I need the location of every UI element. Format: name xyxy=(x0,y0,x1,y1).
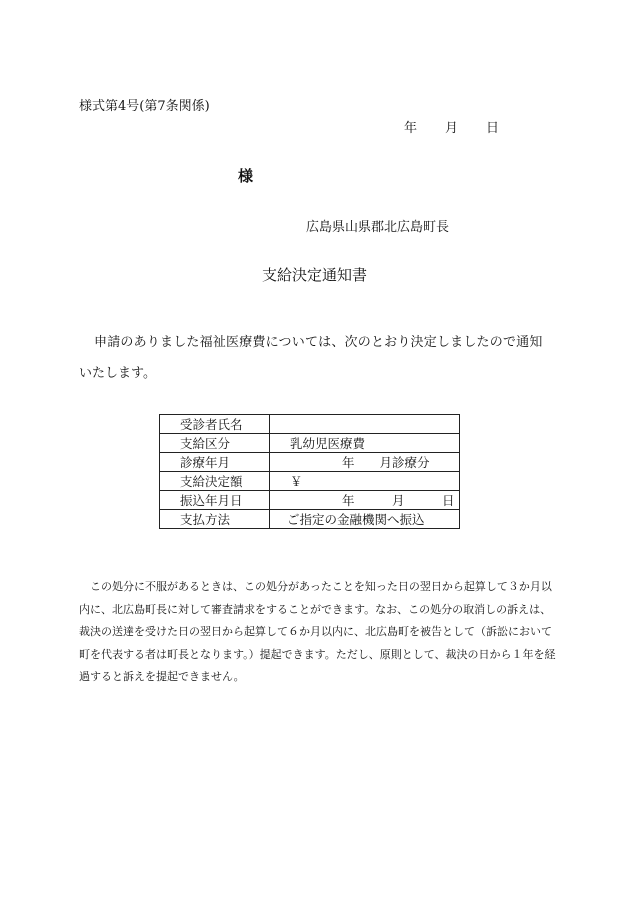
benefit-info-table xyxy=(159,414,460,529)
table-row xyxy=(160,434,460,453)
table-row xyxy=(160,472,460,491)
row-value xyxy=(270,415,460,434)
date-day: 日 xyxy=(486,121,500,136)
intro-line-1: 申請のありました福祉医療費については、次のとおり決定しましたので通知 xyxy=(94,335,543,350)
table-row xyxy=(160,491,460,510)
form-number: 様式第4号(第7条関係) xyxy=(79,99,210,114)
row-value: 乳幼児医療費 xyxy=(270,434,460,453)
row-label: 支給区分 xyxy=(160,434,270,453)
issuer-name: 広島県山県郡北広島町長 xyxy=(306,220,450,235)
table-row xyxy=(160,415,460,434)
row-label: 支給決定額 xyxy=(160,472,270,491)
addressee-suffix: 様 xyxy=(238,167,254,185)
date-line xyxy=(404,117,499,136)
row-value: 年 月診療分 xyxy=(270,453,460,472)
table-row xyxy=(160,510,460,529)
row-value: 年 月 日 xyxy=(270,491,460,510)
row-label: 診療年月 xyxy=(160,453,270,472)
row-value: ￥ xyxy=(270,472,460,491)
date-year: 年 xyxy=(404,121,418,136)
date-month: 月 xyxy=(445,121,459,136)
intro-line-2: いたします。 xyxy=(79,366,156,381)
row-label: 支払方法 xyxy=(160,510,270,529)
table-row xyxy=(160,453,460,472)
appeal-notice: この処分に不服があるときは、この処分があったことを知った日の翌日から起算して３か月以内に、北広島町長に対して審査請求をすることができます。なお、この処分の取消しの訴えは、裁決の送達を受けた日の翌日から起算して６か月以内に、北広島町を被告として（訴訟において町を代表する者は町長となります。）提起できます。ただし、原則として、裁決の日から１年を経過すると訴えを提起できません。 xyxy=(79,580,556,683)
row-label: 振込年月日 xyxy=(160,491,270,510)
row-value: ご指定の金融機関へ振込 xyxy=(270,510,460,529)
document-title: 支給決定通知書 xyxy=(262,266,368,284)
row-label: 受診者氏名 xyxy=(160,415,270,434)
